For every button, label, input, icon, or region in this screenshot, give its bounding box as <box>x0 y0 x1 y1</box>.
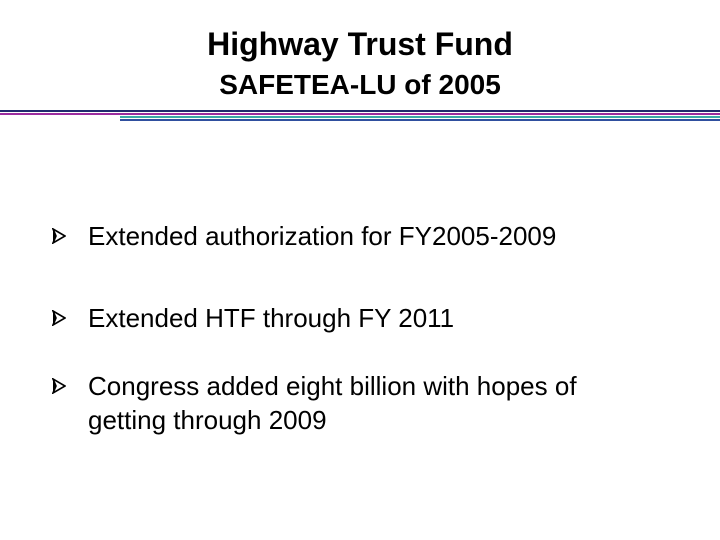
arrowhead-bullet-icon <box>52 369 88 394</box>
bullet-text: Extended HTF through FY 2011 <box>88 303 455 333</box>
bullet-item-3 <box>52 369 692 437</box>
arrowhead-bullet-icon <box>52 219 88 244</box>
bullet-item-2 <box>52 301 692 335</box>
slide-subtitle: SAFETEA-LU of 2005 <box>219 69 501 100</box>
bullet-item-1 <box>52 219 692 253</box>
bullet-text: Extended authorization for FY2005-2009 <box>88 221 557 251</box>
bullet-text: Congress added eight billion with hopes of getting through 2009 <box>88 371 577 435</box>
slide-title: Highway Trust Fund <box>207 26 513 62</box>
arrowhead-bullet-icon <box>52 301 88 326</box>
